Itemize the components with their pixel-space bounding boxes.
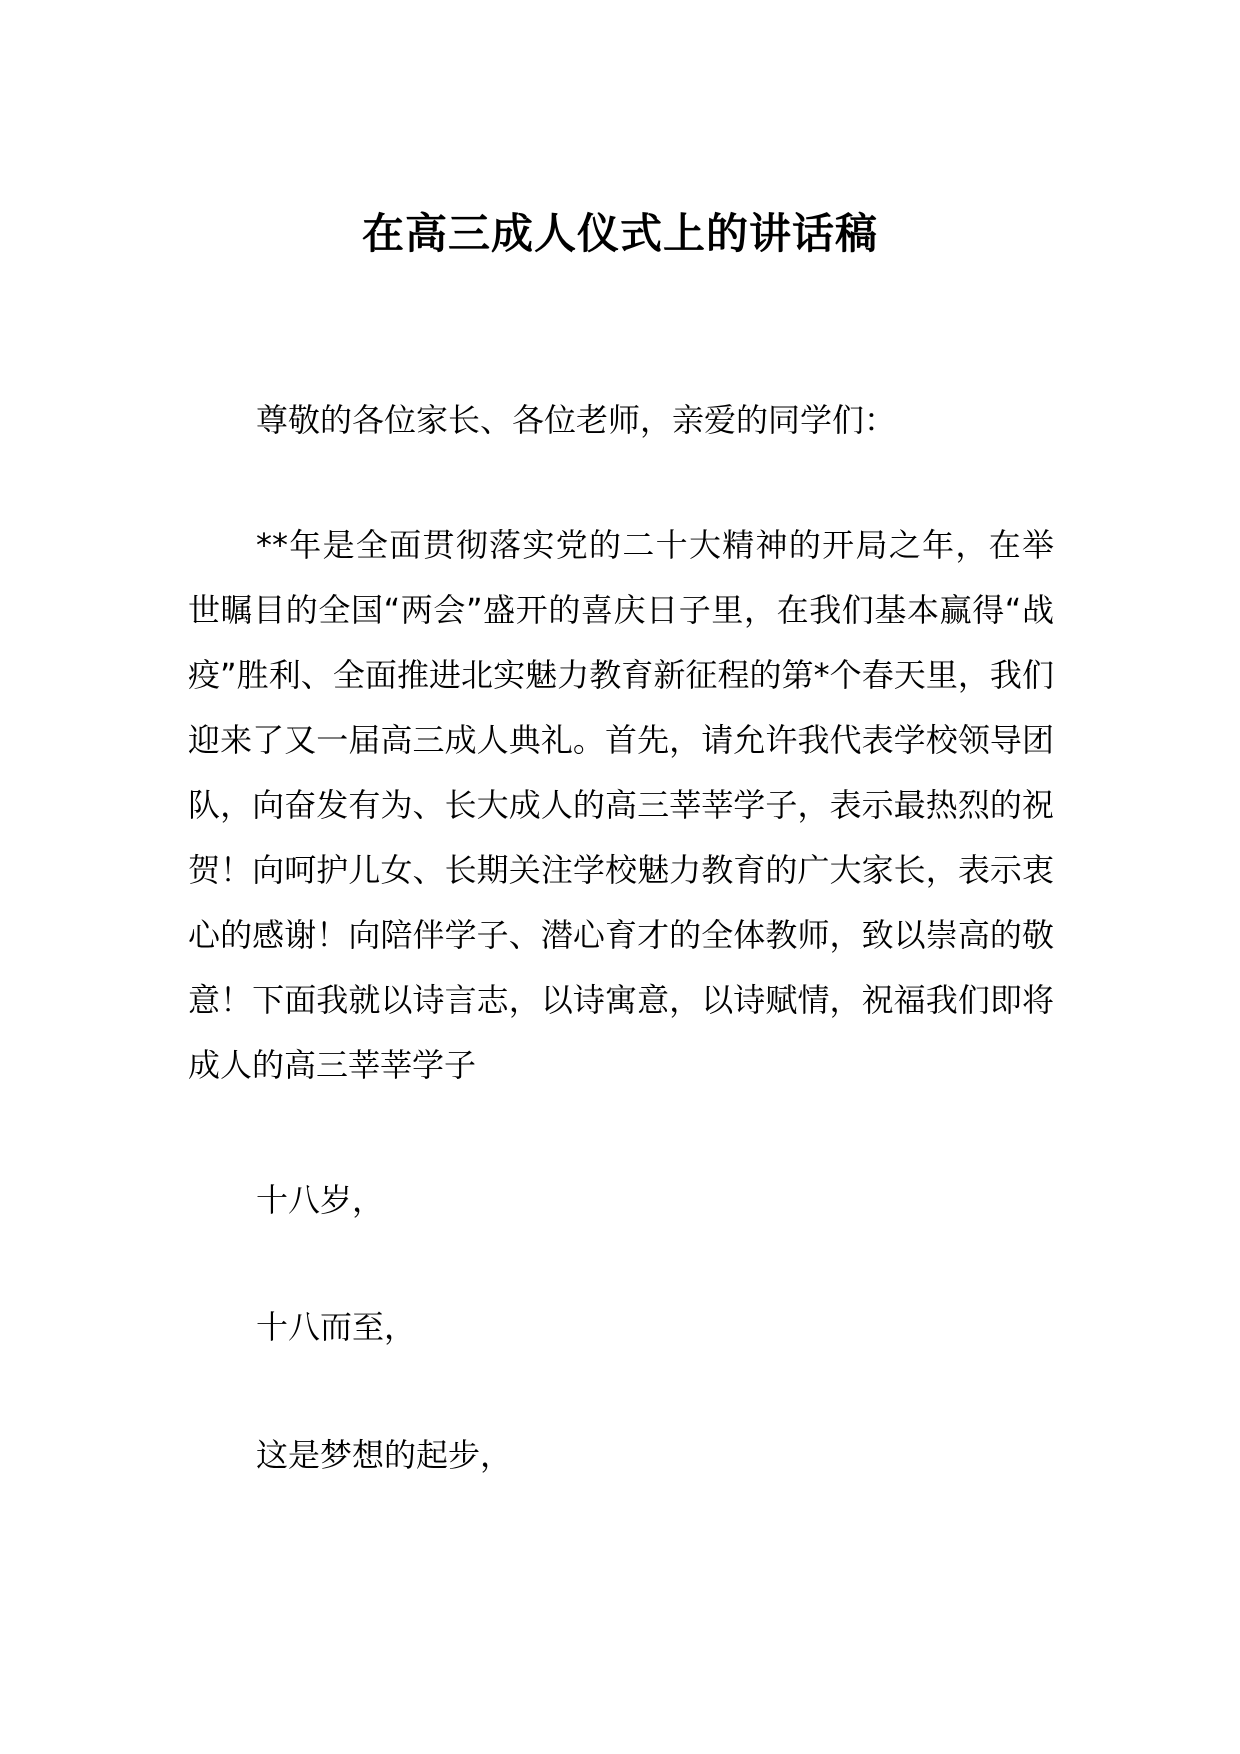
salutation: 尊敬的各位家长、各位老师，亲爱的同学们： [256, 401, 897, 439]
poem-line: 十八岁， [256, 1181, 385, 1219]
document-title: 在高三成人仪式上的讲话稿 [361, 209, 878, 258]
body-paragraph: **年是全面贯彻落实党的二十大精神的开局之年，在举世瞩目的全国“两会”盛开的喜庆日子里，在我们基本赢得“战疫”胜利、全面推进北实魅力教育新征程的第*个春天里，我们迎来了又一届高三成人典礼。首先，请允许我代表学校领导团队，向奋发有为、长大成人的高三莘莘学子，表示最热烈的祝贺！向呵护儿女、长期关注学校魅力教育的广大家长，表示衷心的感谢！向陪伴学子、潜心育才的全体教师，致以崇高的敬意！下面我就以诗言志，以诗寓意，以诗赋情，祝福我们即将成人的高三莘莘学子 [188, 526, 1054, 1084]
poem-line: 这是梦想的起步， [256, 1436, 513, 1474]
poem-line: 十八而至， [256, 1308, 417, 1346]
